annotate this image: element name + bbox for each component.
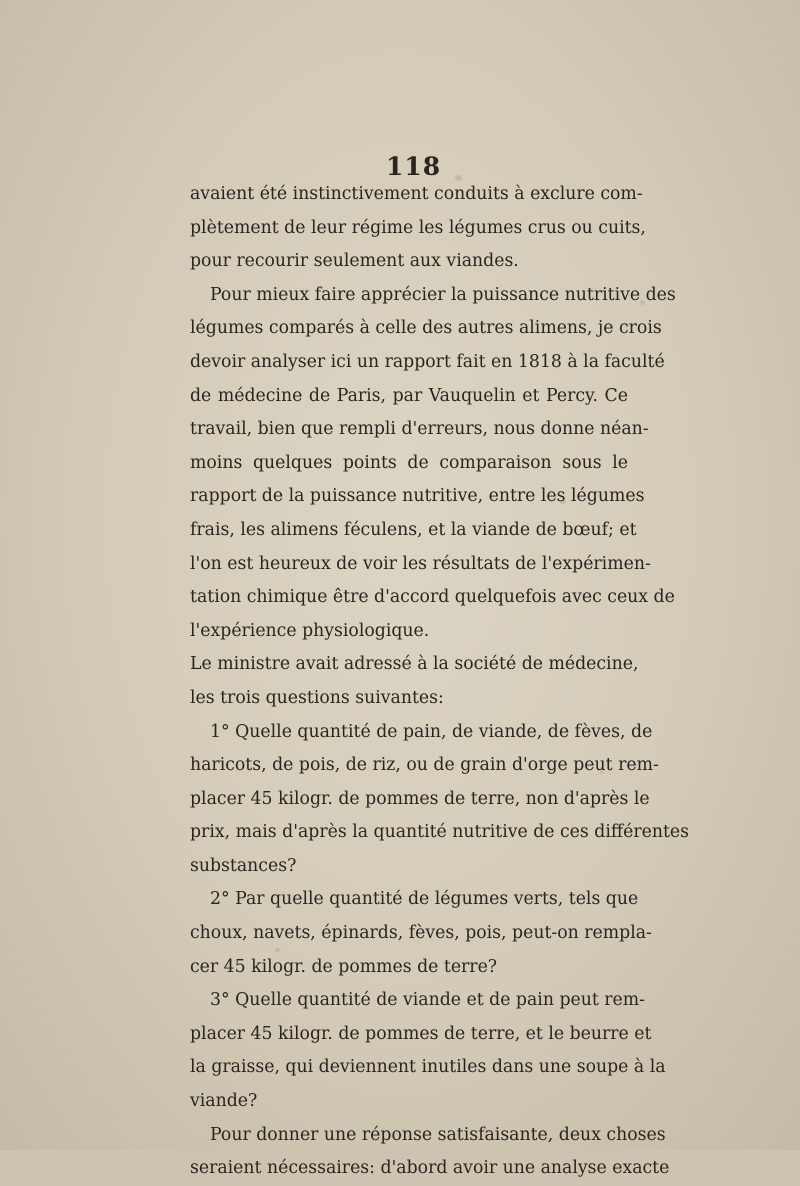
text-line: travail, bien que rempli d'erreurs, nous donne néan- [190,419,649,440]
text-line: seraient nécessaires: d'abord avoir une analyse exacte [190,1158,670,1179]
text-line: de médecine de Paris, par Vauquelin et Percy. Ce [190,385,628,406]
text-line: pour recourir seulement aux viandes. [190,251,519,272]
text-line: les trois questions suivantes: [190,687,444,708]
text-line: plètement de leur régime les légumes crus ou cuits, [190,217,646,238]
text-line: légumes comparés à celle des autres alimens, je crois [190,318,662,339]
text-line: viande? [190,1091,258,1112]
text-line: choux, navets, épinards, fèves, pois, peut-on rempla- [190,923,652,944]
text-line: placer 45 kilogr. de pommes de terre, et le beurre et [190,1023,652,1044]
text-line: l'on est heureux de voir les résultats de l'expérimen- [190,553,651,574]
text-line: 2° Par quelle quantité de légumes verts, tels que [210,889,639,910]
text-line: frais, les alimens féculens, et la viande de bœuf; et [190,519,637,540]
text-line: Le ministre avait adressé à la société de médecine, [190,654,639,675]
text-line: devoir analyser ici un rapport fait en 1818 à la faculté [190,351,665,372]
text-line: placer 45 kilogr. de pommes de terre, non d'après le [190,788,650,809]
text-line: Pour donner une réponse satisfaisante, deux choses [210,1124,666,1145]
text-line: 1° Quelle quantité de pain, de viande, de fèves, de [210,721,653,742]
text-line: substances? [190,855,297,876]
text-line: tation chimique être d'accord quelquefois avec ceux de [190,587,675,608]
text-line: Pour mieux faire apprécier la puissance nutritive des [210,284,676,305]
text-line: moins quelques points de comparaison sous le [190,452,628,473]
text-line: avaient été instinctivement conduits à exclure com- [190,184,643,204]
page-number: 118 [386,152,442,181]
text-line: cer 45 kilogr. de pommes de terre? [190,956,498,977]
body-text [190,178,690,1186]
text-line: 3° Quelle quantité de viande et de pain peut rem- [210,990,646,1011]
text-line: haricots, de pois, de riz, ou de grain d'orge peut rem- [190,755,659,776]
text-line: prix, mais d'après la quantité nutritive de ces différentes [190,822,690,843]
text-line: rapport de la puissance nutritive, entre les légumes [190,486,645,507]
text-line: l'expérience physiologique. [190,620,430,641]
text-line: la graisse, qui deviennent inutiles dans une soupe à la [190,1057,666,1078]
